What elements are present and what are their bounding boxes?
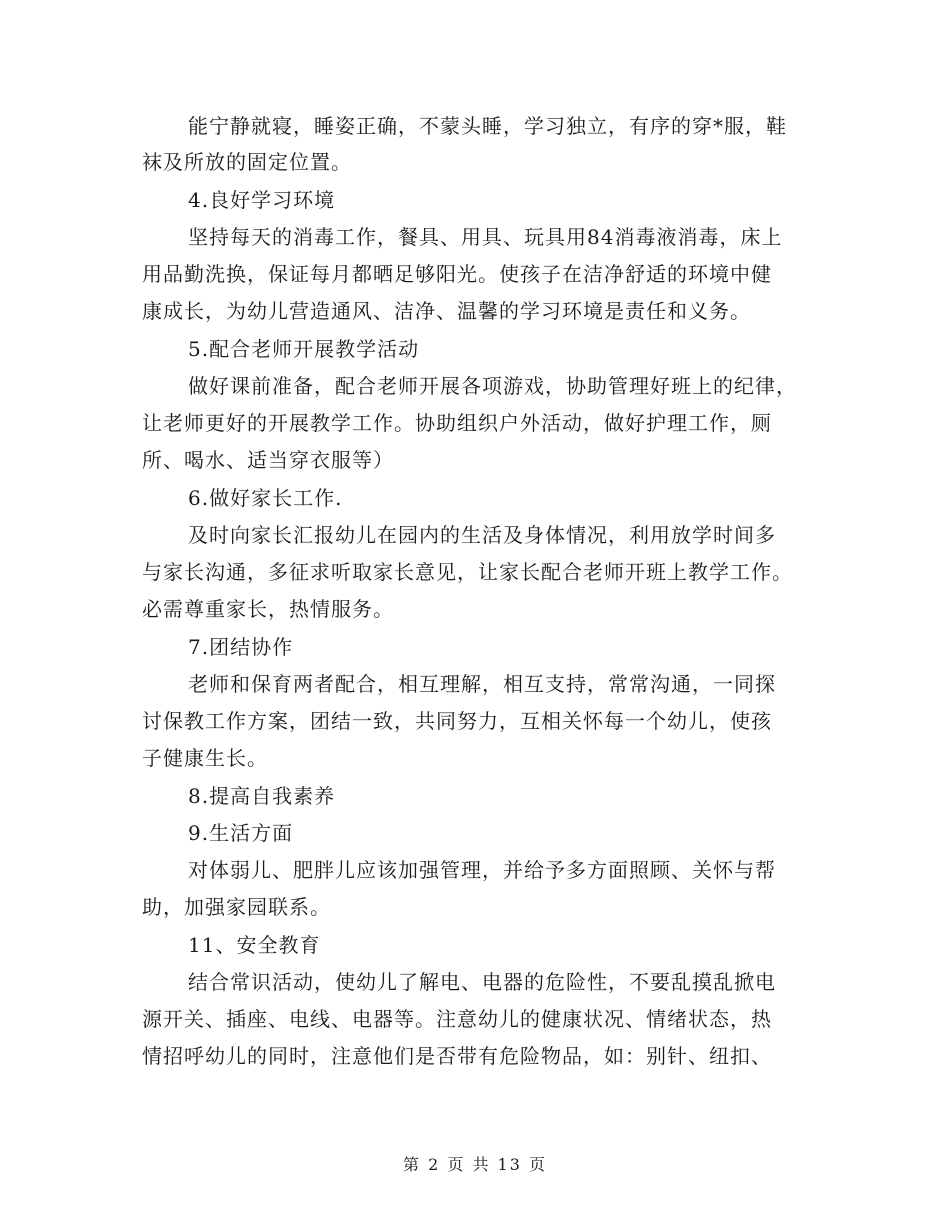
body-text-line: 坚持每天的消毒工作，餐具、用具、玩具用84消毒液消毒，床上 <box>188 225 783 249</box>
body-text-line: 及时向家长汇报幼儿在园内的生活及身体情况，利用放学时间多 <box>188 523 776 547</box>
body-text-line: 对体弱儿、肥胖儿应该加强管理，并给予多方面照顾、关怀与帮 <box>188 858 776 882</box>
body-text-line: 讨保教工作方案，团结一致，共同努力，互相关怀每一个幼儿，使孩 <box>142 709 772 733</box>
body-text-line: 所、喝水、适当穿衣服等） <box>142 448 394 472</box>
body-text-line: 康成长，为幼儿营造通风、洁净、温馨的学习环境是责任和义务。 <box>142 299 751 323</box>
section-heading: 8.提高自我素养 <box>188 784 336 808</box>
body-text-line: 子健康生长。 <box>142 746 268 770</box>
body-text-line: 源开关、插座、电线、电器等。注意幼儿的健康状况、情绪状态，热 <box>142 1007 772 1031</box>
body-text-line: 结合常识活动，使幼儿了解电、电器的危险性，不要乱摸乱掀电 <box>188 970 776 994</box>
body-text-line: 情招呼幼儿的同时，注意他们是否带有危险物品，如：别针、纽扣、 <box>142 1044 772 1068</box>
section-heading: 4.良好学习环境 <box>188 188 336 212</box>
body-text-line: 做好课前准备，配合老师开展各项游戏，协助管理好班上的纪律， <box>188 374 797 398</box>
section-heading: 9.生活方面 <box>188 821 294 845</box>
body-text-line: 能宁静就寝，睡姿正确，不蒙头睡，学习独立，有序的穿*服，鞋 <box>188 114 787 138</box>
section-heading: 5.配合老师开展教学活动 <box>188 337 420 361</box>
section-heading: 11、安全教育 <box>188 933 321 957</box>
body-text-line: 助，加强家园联系。 <box>142 895 331 919</box>
section-heading: 7.团结协作 <box>188 635 294 659</box>
body-text-line: 老师和保育两者配合，相互理解，相互支持，常常沟通，一同探 <box>188 672 776 696</box>
page-number-footer: 第 2 页 共 13 页 <box>403 1155 547 1174</box>
body-text-line: 与家长沟通，多征求听取家长意见，让家长配合老师开班上教学工作。 <box>142 560 793 584</box>
section-heading: 6.做好家长工作. <box>188 486 343 510</box>
body-text-line: 让老师更好的开展教学工作。协助组织户外活动，做好护理工作，厕 <box>142 411 772 435</box>
body-text-line: 袜及所放的固定位置。 <box>142 150 352 174</box>
body-text-line: 必需尊重家长，热情服务。 <box>142 597 394 621</box>
body-text-line: 用品勤洗换，保证每月都晒足够阳光。使孩子在洁净舒适的环境中健 <box>142 262 772 286</box>
